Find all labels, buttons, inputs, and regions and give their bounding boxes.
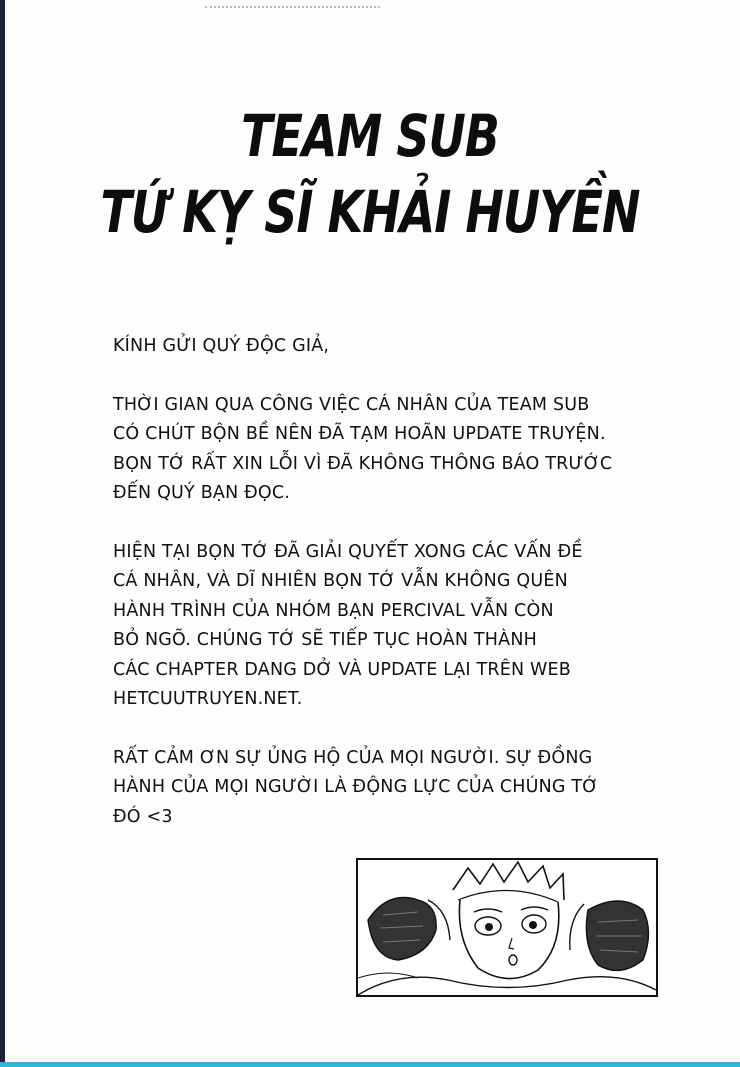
letter-paragraph-1: [113, 391, 673, 509]
paragraph-2-line: CÁC CHAPTER DANG DỞ VÀ UPDATE LẠI TRÊN WEB: [113, 659, 572, 680]
title-team-name: TỨ KỴ SĨ KHẢI HUYỀN: [100, 178, 640, 246]
paragraph-3-line: ĐÓ <3: [113, 806, 173, 827]
letter-paragraph-3: [113, 744, 673, 833]
paragraph-1-line: CÓ CHÚT BỘN BỀ NÊN ĐÃ TẠM HOÃN UPDATE TRUYỆN.: [113, 424, 606, 444]
paragraph-2-line: HIỆN TẠI BỌN TỚ ĐÃ GIẢI QUYẾT XONG CÁC VẤN ĐỀ: [113, 541, 583, 562]
paragraph-2-line: HÀNH TRÌNH CỦA NHÓM BẠN PERCIVAL VẪN CÒN: [113, 600, 554, 621]
bottom-accent-bar: [0, 1062, 740, 1067]
manga-panel: [356, 858, 658, 997]
title-team-sub: TEAM SUB: [241, 102, 499, 170]
paragraph-1-line: ĐẾN QUÝ BẠN ĐỌC.: [113, 483, 291, 503]
letter-greeting: [113, 332, 673, 362]
letter-body: [113, 332, 673, 861]
paragraph-1-line: BỌN TỚ RẤT XIN LỖI VÌ ĐÃ KHÔNG THÔNG BÁO TRƯỚC: [113, 453, 613, 474]
top-edge-scrap: [205, 0, 380, 8]
paragraph-1-line: THỜI GIAN QUA CÔNG VIỆC CÁ NHÂN CỦA TEAM SUB: [113, 394, 590, 415]
manga-character-icon: [358, 860, 656, 995]
letter-paragraph-2: [113, 538, 673, 715]
paragraph-2-line: CÁ NHÂN, VÀ DĨ NHIÊN BỌN TỚ VẪN KHÔNG QUÊN: [113, 571, 568, 591]
paragraph-3-line: RẤT CẢM ƠN SỰ ỦNG HỘ CỦA MỌI NGƯỜI. SỰ ĐỒNG: [113, 747, 593, 768]
greeting-line: KÍNH GỬI QUÝ ĐỘC GIẢ,: [113, 336, 330, 356]
paragraph-2-line: BỎ NGÕ. CHÚNG TỚ SẼ TIẾP TỤC HOÀN THÀNH: [113, 630, 537, 650]
paragraph-2-line: HETCUUTRUYEN.NET.: [113, 689, 303, 709]
paragraph-3-line: HÀNH CỦA MỌI NGƯỜI LÀ ĐỘNG LỰC CỦA CHÚNG TỚ: [113, 777, 599, 797]
